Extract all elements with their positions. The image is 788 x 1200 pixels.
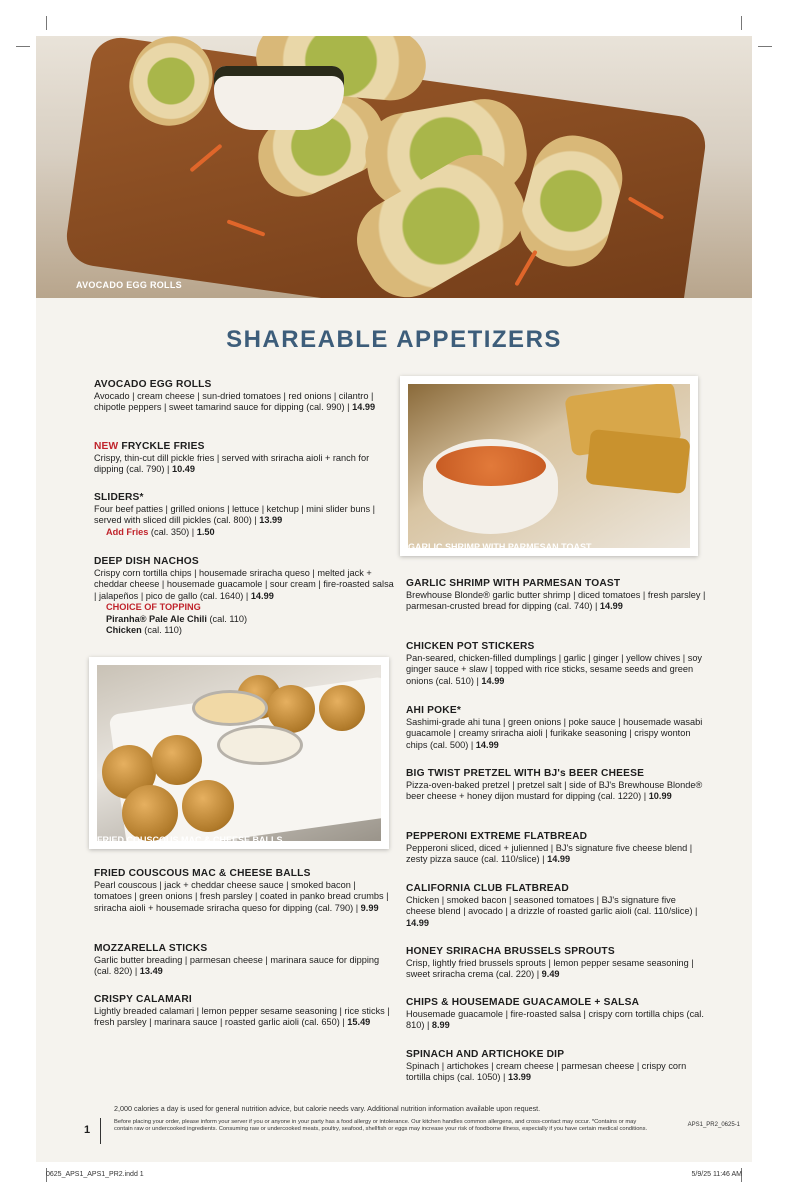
section-title: SHAREABLE APPETIZERS [226, 326, 562, 353]
item-price: 14.99 [599, 601, 623, 612]
menu-item-pepperoni-flatbread [406, 830, 706, 866]
item-description: Pan-seared, chicken-filled dumplings | garlic | ginger | yellow chives | soy ginger sauce + slaw | topped with rice sticks, sesame seeds and green onions (cal. 510) | [406, 653, 703, 686]
item-name: CALIFORNIA CLUB FLATBREAD [406, 883, 569, 894]
addon-price: 1.50 [196, 526, 215, 537]
item-price: 8.99 [431, 1020, 450, 1031]
item-description: Crispy corn tortilla chips | housemade sriracha queso | melted jack + cheddar cheese | housemade guacamole | sour cream | fire-roasted salsa | jalapeños | pico de gallo (cal. 1640) | [94, 568, 394, 601]
crop-mark [16, 46, 30, 47]
menu-item-california-club-flatbread [406, 882, 706, 929]
item-description: Brewhouse Blonde® garlic butter shrimp | diced tomatoes | fresh parsley | parmesan-crusted bread for dipping (cal. 740) | [406, 590, 706, 612]
addon-label: Add Fries [106, 526, 149, 537]
menu-item-chicken-pot-stickers [406, 640, 706, 687]
item-name: HONEY SRIRACHA BRUSSELS SPROUTS [406, 946, 615, 957]
menu-item-fryckle-fries [94, 440, 394, 476]
item-price: 14.99 [547, 854, 571, 865]
item-description: Four beef patties | grilled onions | lettuce | ketchup | mini slider buns | served with sliced dill pickles (cal. 800) | [94, 504, 376, 526]
menu-item-garlic-shrimp [406, 577, 706, 613]
item-price: 10.99 [648, 791, 672, 802]
item-description: Pepperoni sliced, diced + julienned | BJ's signature five cheese blend | zesty pizza sauce (cal. 110/slice) | [406, 843, 693, 865]
item-name: GARLIC SHRIMP WITH PARMESAN TOAST [406, 578, 621, 589]
item-price: 13.49 [139, 966, 163, 977]
sauce-cup [192, 690, 268, 726]
item-name: MOZZARELLA STICKS [94, 943, 208, 954]
item-price: 9.49 [541, 969, 560, 980]
menu-item-big-twist-pretzel [406, 767, 706, 803]
hero-photo [36, 36, 752, 298]
menu-item-brussels-sprouts [406, 945, 706, 981]
item-description: Sashimi-grade ahi tuna | green onions | poke sauce | housemade wasabi guacamole | creamy sriracha aioli | furikake seasoning | crispy wonton chips (cal. 500) | [406, 717, 703, 750]
item-name: CHIPS & HOUSEMADE GUACAMOLE + SALSA [406, 997, 640, 1008]
item-name: AVOCADO EGG ROLLS [94, 379, 212, 390]
menu-item-mozzarella-sticks [94, 942, 394, 978]
item-name: BIG TWIST PRETZEL WITH BJ's BEER CHEESE [406, 768, 645, 779]
item-description: Crisp, lightly fried brussels sprouts | lemon pepper sesame seasoning | sweet sriracha crema (cal. 220) | [406, 958, 694, 980]
choice-calories: (cal. 110) [141, 625, 182, 636]
item-name: DEEP DISH NACHOS [94, 556, 199, 567]
item-price: 14.99 [250, 590, 274, 601]
menu-item-couscous-balls [94, 867, 394, 914]
item-name: FRYCKLE FRIES [121, 441, 205, 452]
menu-item-chips-guacamole [406, 996, 706, 1032]
calorie-note: 2,000 calories a day is used for general nutrition advice, but calorie needs vary. Additional nutrition information available upon request. [114, 1104, 541, 1113]
item-price: 13.99 [259, 515, 283, 526]
menu-item-sliders [94, 491, 394, 538]
choice-option: Piranha® Pale Ale Chili [106, 613, 207, 624]
photo-mac-cheese-balls [89, 657, 389, 849]
slug-date: 5/9/25 11:46 AM [691, 1171, 742, 1178]
item-name: SPINACH AND ARTICHOKE DIP [406, 1049, 565, 1060]
item-description: Pearl couscous | jack + cheddar cheese sauce | smoked bacon | tomatoes | green onions | fresh parsley | coated in panko bread crumbs | sriracha aioli + housemade sriracha queso for dipping (cal. 790) | [94, 880, 389, 913]
slug-file: 0625_APS1_APS1_PR2.indd 1 [46, 1171, 144, 1178]
hero-caption: AVOCADO EGG ROLLS [76, 280, 182, 290]
menu-item-ahi-poke [406, 704, 706, 751]
toast [585, 429, 690, 494]
page-number-divider [100, 1118, 101, 1144]
photo-caption: GARLIC SHRIMP WITH PARMESAN TOAST [408, 542, 592, 552]
item-description: Lightly breaded calamari | lemon pepper sesame seasoning | rice sticks | fresh parsley | marinara sauce | roasted garlic aioli (cal. 650) | [94, 1006, 390, 1028]
cheese-ball [182, 780, 234, 832]
allergy-note: Before placing your order, please inform your server if you or anyone in your party has a food allergy or intolerance. Our kitchen handles common allergens, and cross-contact may occur. *Contains or may contain raw or undercooked ingredients. Consuming raw or undercooked meats, poultry, seafood, shellfish or eggs may increase your risk of foodborne illness, especially if you have certain medical conditions. [114, 1119, 648, 1133]
menu-item-spinach-artichoke-dip [406, 1048, 706, 1084]
item-name: FRIED COUSCOUS MAC & CHEESE BALLS [94, 868, 311, 879]
addon-calories: (cal. 350) | [148, 526, 197, 537]
item-name: AHI POKE* [406, 705, 462, 716]
cheese-ball [319, 685, 365, 731]
dipping-sauce [214, 66, 344, 130]
item-description: Garlic butter breading | parmesan cheese | marinara sauce for dipping (cal. 820) | [94, 955, 380, 977]
item-price: 15.49 [347, 1017, 371, 1028]
sauce-cup [217, 725, 303, 765]
item-price: 14.99 [352, 402, 376, 413]
choice-calories: (cal. 110) [206, 613, 248, 624]
item-price: 9.99 [360, 902, 379, 913]
item-name: SLIDERS* [94, 492, 144, 503]
page-number: 1 [84, 1124, 91, 1136]
crop-mark [741, 16, 742, 30]
menu-item-deep-dish-nachos [94, 555, 394, 636]
item-description: Pizza-oven-baked pretzel | pretzel salt | side of BJ's Brewhouse Blonde® beer cheese + honey dijon mustard for dipping (cal. 1220) | [406, 780, 703, 802]
item-price: 14.99 [406, 917, 429, 928]
item-description: Chicken | smoked bacon | seasoned tomatoes | BJ's signature five cheese blend | avocado | a drizzle of roasted garlic aioli (cal. 110/slice) | [406, 895, 698, 917]
photo-caption: FRIED COUSCOUS MAC & CHEESE BALLS [97, 835, 283, 845]
menu-code: APS1_PR2_0625-1 [687, 1122, 740, 1128]
item-price: 14.99 [481, 675, 505, 686]
shrimp [436, 446, 546, 486]
item-description: Housemade guacamole | fire-roasted salsa | crispy corn tortilla chips (cal. 810) | [406, 1009, 704, 1031]
item-description: Spinach | artichokes | cream cheese | parmesan cheese | crispy corn tortilla chips (cal. 1050) | [406, 1061, 687, 1083]
menu-item-avocado-egg-rolls [94, 378, 394, 414]
crop-mark [758, 46, 772, 47]
item-description: Avocado | cream cheese | sun-dried tomatoes | red onions | cilantro | chipotle peppers | sweet tamarind sauce for dipping (cal. 990) | [94, 391, 374, 413]
item-price: 13.99 [507, 1072, 531, 1083]
item-name: CHICKEN POT STICKERS [406, 641, 535, 652]
choice-option: Chicken [106, 625, 142, 636]
item-price: 14.99 [475, 739, 499, 750]
photo-garlic-shrimp [400, 376, 698, 556]
item-name: PEPPERONI EXTREME FLATBREAD [406, 831, 588, 842]
item-price: 10.49 [171, 464, 195, 475]
menu-page [36, 36, 752, 1162]
cheese-ball [122, 785, 178, 841]
crop-mark [46, 16, 47, 30]
cheese-ball [152, 735, 202, 785]
item-description: Crispy, thin-cut dill pickle fries | served with sriracha aioli + ranch for dipping (cal. 790) | [94, 453, 370, 475]
item-name: CRISPY CALAMARI [94, 994, 192, 1005]
menu-item-crispy-calamari [94, 993, 394, 1029]
choice-label: CHOICE OF TOPPING [106, 602, 201, 613]
new-badge: NEW [94, 441, 119, 452]
